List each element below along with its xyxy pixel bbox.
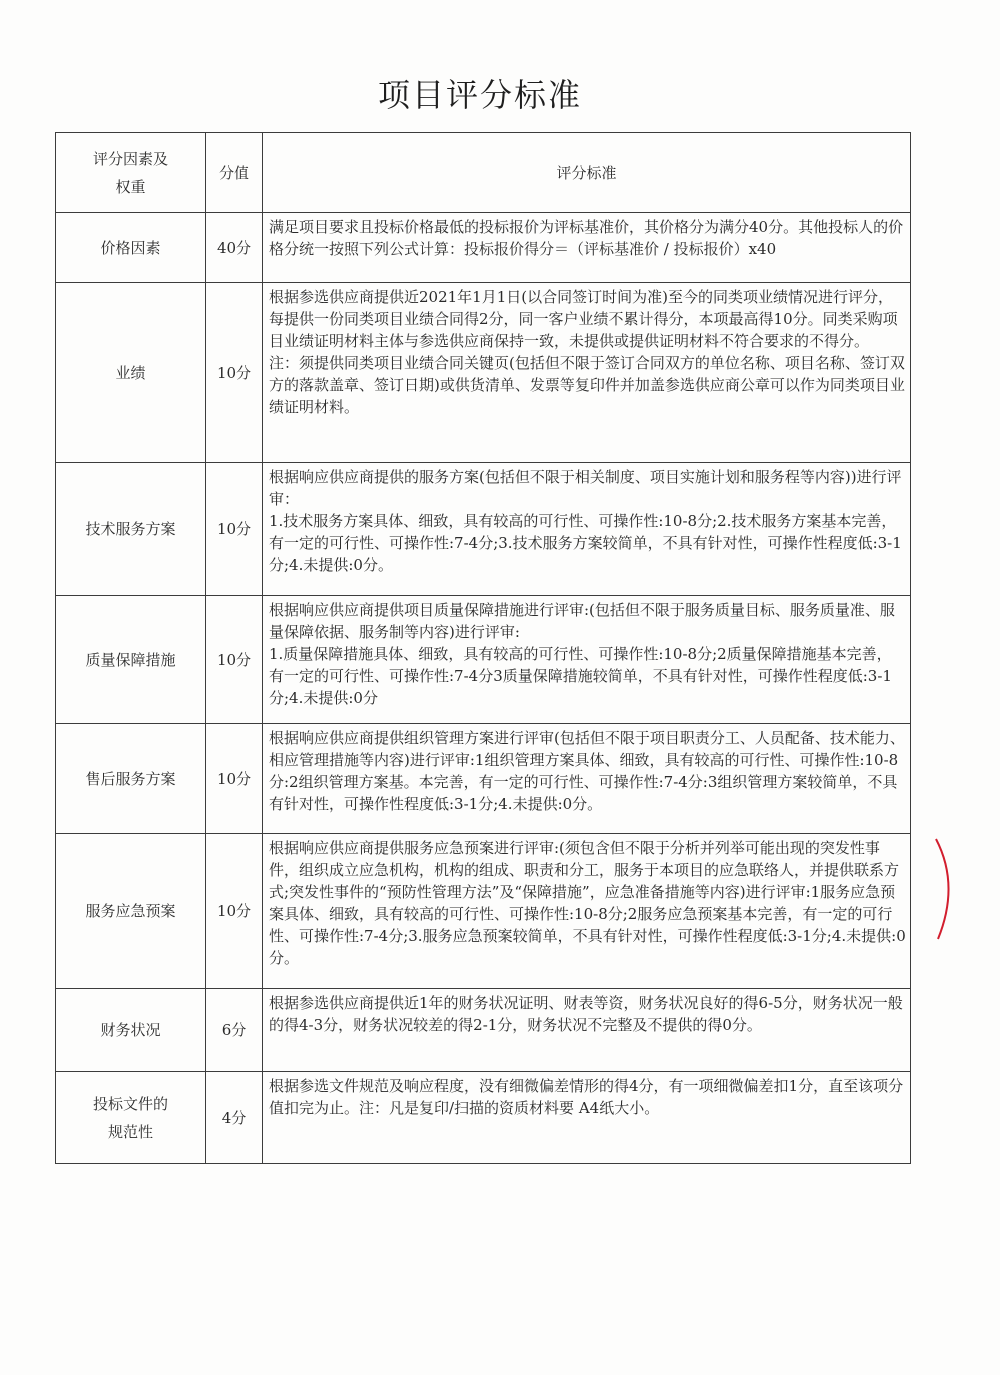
row-score: 10分 (206, 463, 263, 596)
header-factor (56, 133, 206, 213)
criteria-detail: 1.技术服务方案具体、细致，具有较高的可行性、可操作性:10-8分;2.技术服务方案基本完善，有一定的可行性、可操作性:7-4分;3.技术服务方案较简单，不具有针对性，可操作性程度低:3-1分;4.未提供:0分。 (269, 512, 902, 574)
row-criteria (263, 1072, 911, 1164)
row-criteria (263, 463, 911, 596)
row-factor: 售后服务方案 (56, 724, 206, 834)
row-criteria (263, 213, 911, 283)
row-score: 6分 (206, 989, 263, 1072)
row-score: 40分 (206, 213, 263, 283)
row-factor: 服务应急预案 (56, 834, 206, 989)
criteria-note: 注：须提供同类项目业绩合同关键页(包括但不限于签订合同双方的单位名称、项目名称、签订双方的落款盖章、签订日期)或供货清单、发票等复印件并加盖参选供应商公章可以作为同类项目业绩证明材料。 (269, 354, 905, 416)
header-factor-line1: 评分因素及 (92, 149, 168, 168)
scoring-table (55, 132, 911, 1164)
table-row (56, 596, 911, 724)
row-factor (56, 1072, 206, 1164)
row-criteria (263, 596, 911, 724)
table-row (56, 1072, 911, 1164)
row-criteria (263, 283, 911, 463)
criteria-text: 根据响应供应商提供服务应急预案进行评审:(须包含但不限于分析并列举可能出现的突发性事件，组织成立应急机构，机构的组成、职责和分工，服务于本项目的应急联络人，并提供联系方式;突发性事件的“预防性管理方法”及“保障措施”，应急准备措施等内容)进行评审:1服务应急预案具体、细致，具有较高的可行性、可操作性:10-8分;2服务应急预案基本完善，有一定的可行性、可操作性:7-4分;3.服务应急预案较简单，不具有针对性，可操作性程度低:3-1分;4.未提供:0分。 (269, 839, 906, 967)
table-header-row (56, 133, 911, 213)
criteria-text: 满足项目要求且投标价格最低的投标报价为评标基准价，其价格分为满分40分。其他投标人的价格分统一按照下列公式计算：投标报价得分＝（评标基准价 / 投标报价）x40 (269, 218, 904, 258)
table-row (56, 213, 911, 283)
row-score: 10分 (206, 283, 263, 463)
row-criteria (263, 834, 911, 989)
criteria-detail: 1.质量保障措施具体、细致，具有较高的可行性、可操作性:10-8分;2质量保障措施基本完善，有一定的可行性、可操作性:7-4分3质量保障措施较简单，不具有针对性，可操作性程度低:3-1分;4.未提供:0分 (269, 645, 892, 707)
table-row (56, 283, 911, 463)
header-criteria: 评分标准 (263, 133, 911, 213)
row-factor-line2: 规范性 (107, 1122, 153, 1141)
row-factor: 财务状况 (56, 989, 206, 1072)
page-title: 项目评分标准 (377, 76, 582, 114)
row-score: 10分 (206, 834, 263, 989)
header-factor-line2: 权重 (115, 177, 146, 196)
criteria-text: 根据响应供应商提供组织管理方案进行评审(包括但不限于项目职责分工、人员配备、技术能力、相应管理措施等内容)进行评审:1组织管理方案具体、细致，具有较高的可行性、可操作性:10-8分:2组织管理方案基。本完善，有一定的可行性、可操作性:7-4分:3组织管理方案较简单，不具有针对性，可操作性程度低:3-1分;4.未提供:0分。 (269, 729, 905, 813)
seal-edge-mark (932, 835, 962, 945)
row-factor: 技术服务方案 (56, 463, 206, 596)
table-row (56, 463, 911, 596)
table-row (56, 834, 911, 989)
criteria-text: 根据参选供应商提供近1年的财务状况证明、财表等资，财务状况良好的得6-5分，财务状况一般的得4-3分，财务状况较差的得2-1分，财务状况不完整及不提供的得0分。 (269, 994, 903, 1034)
criteria-text: 根据参选文件规范及响应程度，没有细微偏差情形的得4分，有一项细微偏差扣1分，直至该项分值扣完为止。注：凡是复印/扫描的资质材料要 A4纸大小。 (269, 1077, 904, 1117)
row-factor: 业绩 (56, 283, 206, 463)
row-criteria (263, 724, 911, 834)
table-row (56, 989, 911, 1072)
row-factor-line1: 投标文件的 (92, 1094, 168, 1113)
row-criteria (263, 989, 911, 1072)
criteria-text: 根据响应供应商提供的服务方案(包括但不限于相关制度、项目实施计划和服务程等内容))进行评审： (269, 468, 902, 508)
row-factor: 价格因素 (56, 213, 206, 283)
row-score: 4分 (206, 1072, 263, 1164)
criteria-text: 根据响应供应商提供项目质量保障措施进行评审:(包括但不限于服务质量目标、服务质量准、服量保障依据、服务制等内容)进行评审: (269, 601, 895, 641)
row-score: 10分 (206, 724, 263, 834)
row-factor: 质量保障措施 (56, 596, 206, 724)
criteria-text: 根据参选供应商提供近2021年1月1日(以合同签订时间为准)至今的同类项业绩情况进行评分，每提供一份同类项目业绩合同得2分，同一客户业绩不累计得分，本项最高得10分。同类采购项目业绩证明材料主体与参选供应商保持一致，未提供或提供证明材料不符合要求的不得分。 (269, 288, 898, 350)
header-score: 分值 (206, 133, 263, 213)
table-row (56, 724, 911, 834)
row-score: 10分 (206, 596, 263, 724)
